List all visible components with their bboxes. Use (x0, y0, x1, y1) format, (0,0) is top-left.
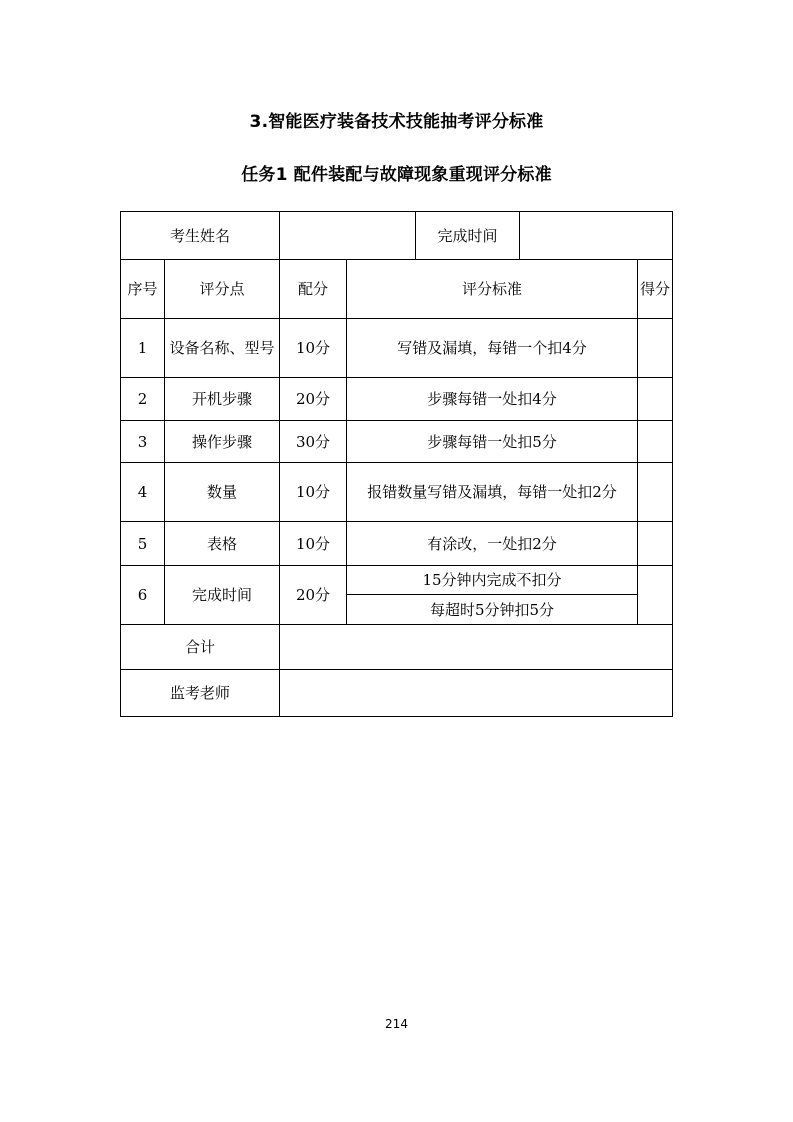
row-got-field[interactable] (638, 463, 673, 522)
row-criteria: 报错数量写错及漏填，每错一处扣2分 (347, 463, 638, 522)
supervisor-row (121, 670, 673, 717)
row-criteria: 步骤每错一处扣4分 (347, 378, 638, 421)
row-got-field[interactable] (638, 522, 673, 566)
header-score: 配分 (280, 260, 347, 319)
row-seq: 1 (121, 319, 165, 378)
row-score: 20分 (280, 566, 347, 625)
row-point: 表格 (165, 522, 280, 566)
supervisor-label: 监考老师 (121, 670, 280, 717)
row-point: 操作步骤 (165, 421, 280, 463)
row-got-field[interactable] (638, 319, 673, 378)
table-row (121, 463, 673, 522)
row-criteria-line-1: 15分钟内完成不扣分 (347, 566, 638, 595)
table-row (121, 319, 673, 378)
header-point: 评分点 (165, 260, 280, 319)
row-got-field[interactable] (638, 566, 673, 625)
row-criteria-line-2: 每超时5分钟扣5分 (347, 595, 638, 625)
page-number: 214 (385, 1017, 408, 1031)
row-point: 开机步骤 (165, 378, 280, 421)
row-criteria: 步骤每错一处扣5分 (347, 421, 638, 463)
column-header-row (121, 260, 673, 319)
row-score: 30分 (280, 421, 347, 463)
row-seq: 5 (121, 522, 165, 566)
row-seq: 4 (121, 463, 165, 522)
row-seq: 6 (121, 566, 165, 625)
total-row (121, 625, 673, 670)
row-seq: 3 (121, 421, 165, 463)
candidate-name-field[interactable] (280, 212, 416, 260)
row-score: 10分 (280, 522, 347, 566)
total-label: 合计 (121, 625, 280, 670)
row-score: 10分 (280, 463, 347, 522)
finish-time-label: 完成时间 (416, 212, 520, 260)
scoring-table (120, 211, 673, 717)
finish-time-field[interactable] (520, 212, 673, 260)
table-row (121, 421, 673, 463)
total-field[interactable] (280, 625, 673, 670)
row-score: 10分 (280, 319, 347, 378)
row-point: 数量 (165, 463, 280, 522)
header-seq: 序号 (121, 260, 165, 319)
row-seq: 2 (121, 378, 165, 421)
row-criteria: 写错及漏填，每错一个扣4分 (347, 319, 638, 378)
table-row (121, 566, 673, 595)
row-criteria: 有涂改，一处扣2分 (347, 522, 638, 566)
document-title: 3.智能医疗装备技术技能抽考评分标准 (249, 112, 544, 132)
row-score: 20分 (280, 378, 347, 421)
row-point: 设备名称、型号 (165, 319, 280, 378)
candidate-name-label: 考生姓名 (121, 212, 280, 260)
header-got: 得分 (638, 260, 673, 319)
row-got-field[interactable] (638, 421, 673, 463)
row-got-field[interactable] (638, 378, 673, 421)
task-title: 任务1 配件装配与故障现象重现评分标准 (241, 165, 552, 185)
table-row (121, 522, 673, 566)
table-row (121, 378, 673, 421)
row-point: 完成时间 (165, 566, 280, 625)
candidate-row (121, 212, 673, 260)
header-criteria: 评分标准 (347, 260, 638, 319)
supervisor-field[interactable] (280, 670, 673, 717)
